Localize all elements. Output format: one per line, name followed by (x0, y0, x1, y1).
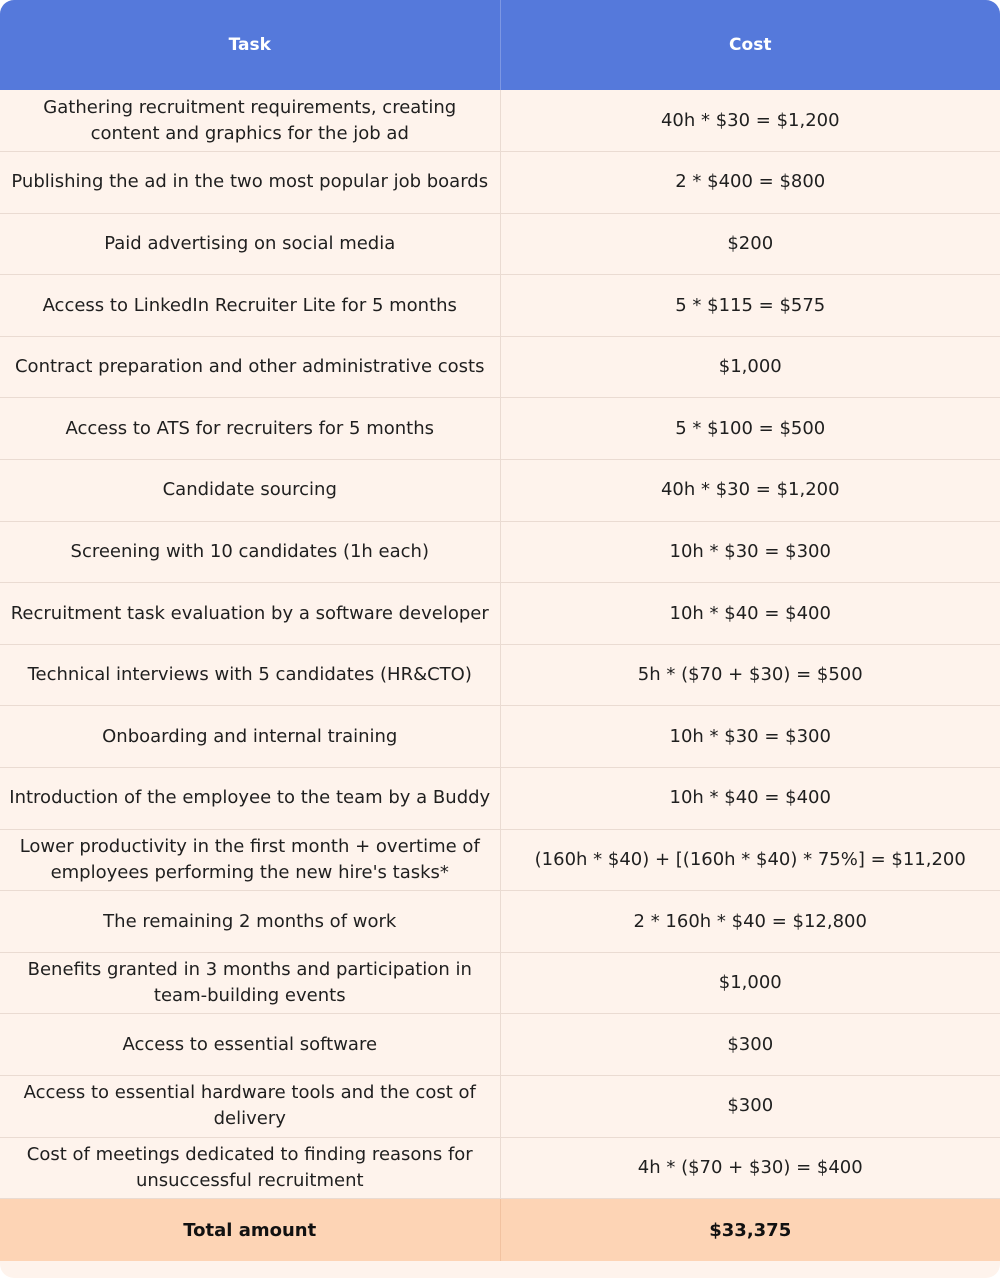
table-row (0, 152, 1000, 214)
table-row (0, 1137, 1000, 1199)
table-body (0, 90, 1000, 1199)
task-cell: Onboarding and internal training (0, 706, 500, 768)
task-cell: The remaining 2 months of work (0, 891, 500, 953)
cost-cell: 10h * $30 = $300 (500, 521, 1000, 583)
task-cell: Contract preparation and other administrative costs (0, 336, 500, 398)
cost-cell: 5h * ($70 + $30) = $500 (500, 644, 1000, 706)
cost-cell: $300 (500, 1014, 1000, 1076)
cost-cell: 4h * ($70 + $30) = $400 (500, 1137, 1000, 1199)
table-row (0, 891, 1000, 953)
task-cell: Lower productivity in the first month + overtime of employees performing the new hire's tasks* (0, 829, 500, 891)
cost-cell: 2 * $400 = $800 (500, 152, 1000, 214)
cost-cell: $300 (500, 1076, 1000, 1138)
total-label: Total amount (0, 1199, 500, 1262)
header-row (0, 0, 1000, 90)
table-row (0, 460, 1000, 522)
cost-cell: 5 * $100 = $500 (500, 398, 1000, 460)
cost-cell: $1,000 (500, 952, 1000, 1014)
task-cell: Paid advertising on social media (0, 213, 500, 275)
table-row (0, 644, 1000, 706)
table-row (0, 829, 1000, 891)
table-row (0, 1076, 1000, 1138)
column-header-task: Task (0, 0, 500, 90)
table-footer (0, 1199, 1000, 1262)
table-row (0, 336, 1000, 398)
task-cell: Access to LinkedIn Recruiter Lite for 5 months (0, 275, 500, 337)
task-cell: Benefits granted in 3 months and participation in team-building events (0, 952, 500, 1014)
total-amount: $33,375 (500, 1199, 1000, 1262)
table-row (0, 706, 1000, 768)
total-row (0, 1199, 1000, 1262)
table-row (0, 398, 1000, 460)
cost-cell: 10h * $30 = $300 (500, 706, 1000, 768)
cost-cell: 40h * $30 = $1,200 (500, 460, 1000, 522)
table-row (0, 583, 1000, 645)
task-cell: Gathering recruitment requirements, creating content and graphics for the job ad (0, 90, 500, 152)
cost-cell: 40h * $30 = $1,200 (500, 90, 1000, 152)
task-cell: Screening with 10 candidates (1h each) (0, 521, 500, 583)
table-row (0, 1014, 1000, 1076)
cost-cell: (160h * $40) + [(160h * $40) * 75%] = $11,200 (500, 829, 1000, 891)
task-cell: Introduction of the employee to the team by a Buddy (0, 768, 500, 830)
task-cell: Access to essential software (0, 1014, 500, 1076)
task-cell: Cost of meetings dedicated to finding reasons for unsuccessful recruitment (0, 1137, 500, 1199)
column-header-cost: Cost (500, 0, 1000, 90)
task-cell: Publishing the ad in the two most popular job boards (0, 152, 500, 214)
table-row (0, 90, 1000, 152)
table-row (0, 213, 1000, 275)
task-cell: Candidate sourcing (0, 460, 500, 522)
task-cell: Recruitment task evaluation by a software developer (0, 583, 500, 645)
cost-cell: 10h * $40 = $400 (500, 768, 1000, 830)
cost-cell: 10h * $40 = $400 (500, 583, 1000, 645)
task-cell: Technical interviews with 5 candidates (HR&CTO) (0, 644, 500, 706)
table-row (0, 768, 1000, 830)
table-row (0, 275, 1000, 337)
cost-cell: 2 * 160h * $40 = $12,800 (500, 891, 1000, 953)
task-cell: Access to ATS for recruiters for 5 months (0, 398, 500, 460)
cost-cell: $1,000 (500, 336, 1000, 398)
table-header (0, 0, 1000, 90)
task-cell: Access to essential hardware tools and the cost of delivery (0, 1076, 500, 1138)
table-row (0, 952, 1000, 1014)
cost-cell: $200 (500, 213, 1000, 275)
cost-cell: 5 * $115 = $575 (500, 275, 1000, 337)
table-row (0, 521, 1000, 583)
